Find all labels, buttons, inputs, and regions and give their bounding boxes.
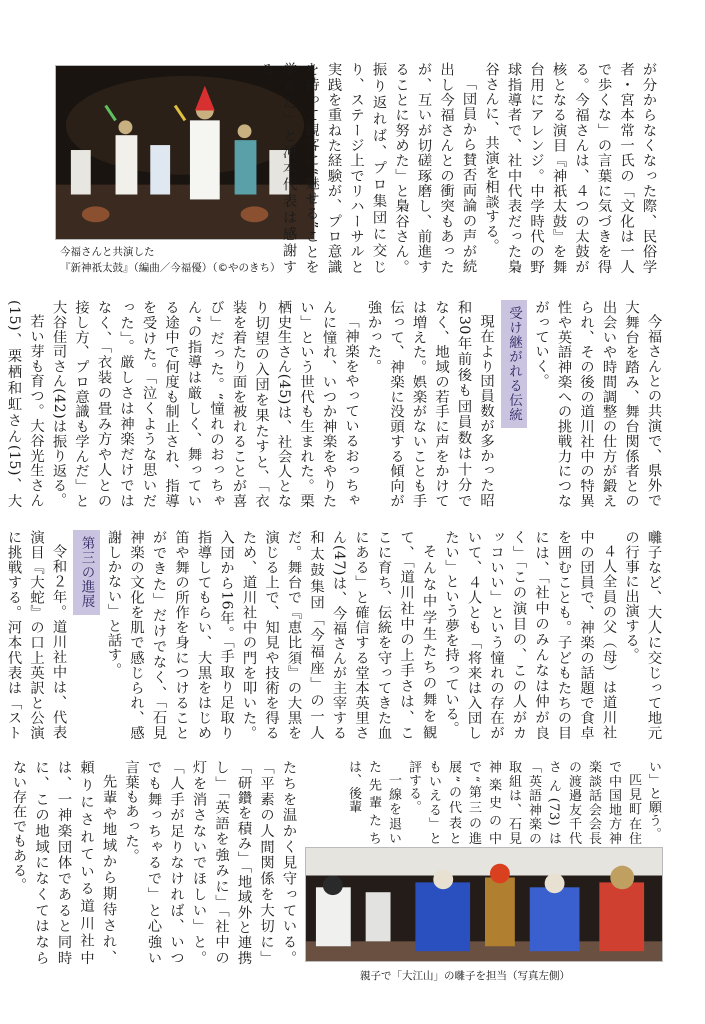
section-heading-tradition: 受け継がれる伝統 [501, 300, 528, 428]
paragraph-intro: 今福さんとの共演で、県外で大舞台を踏み、舞台関係者との出会いや時間調整の仕方が鍛えられ、その後の道川社中の特異性や英語神楽への挑戦力につながっていく。 [533, 300, 662, 508]
section-heading-third-progress: 第三の進展 [73, 530, 100, 615]
paragraph: 「団員から賛否両論の声が続出し今福さんとの衝突もあったが、互いが切磋琢磨し、前進することに努めた」と梟谷さん。振り返れば、プロ集団に交じり、ステージ上でリハーサルと実践を重ねた経験が、プロ意識を持って観客に“魅せる”ことを学んだ」と河本代表は感謝する。 [258, 62, 477, 274]
paragraph: が分からなくなった際、民俗学者・宮本常一氏の「文化は一人で歩くな」の言葉に気づきを得る。今福さんは、４つの太鼓が核となる演目『神祇太鼓』を舞台用にアレンジ。中学時代の野球指導者で、社中代表だった梟谷さんに、共演を相談する。 [483, 62, 657, 274]
bottom-text-block-right [346, 760, 663, 845]
caption-line-2: 『新神祇太鼓』（編曲／今福優）（©やのきち） [60, 262, 281, 274]
bottom-text-block-upper [6, 530, 665, 740]
paragraph: ４人全員の父（母）は道川社中の団員で、神楽の話題で食卓を囲むことも。子どもたちの目には、「社中のみんなは仲が良く」「この演目の、この人がカッコいい」という憧れの存在がいて、４人とも「将来は入団したい」という夢を持っている。 [443, 530, 617, 740]
paragraph: 匹見町在住で中国地方神楽談話会会長の渡邉友千代さん(73)は「英語神楽の取組は、石見神楽史の中で“第三の進展”の代表ともいえる」と評する。 [406, 760, 641, 845]
top-text-block [258, 62, 660, 274]
paragraph: 囃子など、大人に交じって地元の行事に出演する。 [623, 530, 662, 740]
paragraph: 「神楽をやっているおっちゃんに憧れ、いつか神楽をやりたい」という世代も生まれた。栗栖史生さん(45)は、社会人となり切望の入団を果たすと、「衣装を着たり面を被れることが喜び」だった。“憧れのおっちゃん”の指導は厳しく、舞っている途中で何度も制止され、指導を受けた。「泣くような思いだった」。厳しさは神楽だけではなく、「衣装の畳み方や人との接し方、プロ意識も学んだ」と大谷佳司さん(42)は振り返る。 [51, 300, 360, 508]
paragraph: たちを温かく見守っている。「平素の人間関係を大切に」「研鑽を積み」「地域外と連携し」「英語を強みに」「社中の灯を消さないでほしい」と。「人手が足りなければ、いつでも舞っちゃるで」と心強い言葉もあった。 [123, 760, 297, 965]
photo-bottom-caption [360, 968, 660, 984]
bottom-text-block-left [11, 760, 300, 965]
paragraph: 先輩や地域から期待され、頼りにされている道川社中は、一神楽団体であると同時に、この地域になくてはならない存在でもある。 [11, 760, 117, 965]
paragraph: 一線を退いた先輩たちは、後輩 [346, 760, 401, 845]
caption-line: 親子で「大江山」の囃子を担当（写真左側） [360, 970, 570, 982]
paragraph: そんな中学生たちの舞を観て、「道川社中の上手さは、ここに育ち、伝統を守ってきた血にある」と確信する堂本英里さん(47)は、今福さんが主宰する和太鼓集団「今福座」の一人だ。舞台で『恵比須』の大黒を演じる上で、知見や技術を得るため、道川社中の門を叩いた。入団から16年。「手取り足取り指導してもらい、大黒をはじめ笛や舞の所作を身につけることができた」だけでなく、「石見神楽の文化を肌で感じられ、感謝しかない」と話す。 [106, 530, 437, 740]
caption-line-1: 今福さんと共演した [60, 246, 155, 258]
paragraph: 令和２年。道川社中は、代表演目『大蛇』の口上英訳と公演に挑戦する。河本代表は「スト [6, 530, 67, 740]
middle-text-block [6, 300, 665, 508]
paragraph: 若い芽も育つ。大谷光生さん(15)、栗栖和虹さん(15)、大 [6, 300, 45, 508]
kagura-performers-image [306, 848, 662, 961]
paragraph: 現在より団員数が多かった昭和30年前後も団員数は十分でなく、地域の若手に声をかけては増えた。娯楽がないことも手伝って、神楽に没頭する傾向が強かった。 [366, 300, 495, 508]
photo-bottom-oeyama [305, 847, 663, 962]
paragraph: い」と願う。 [646, 760, 661, 841]
